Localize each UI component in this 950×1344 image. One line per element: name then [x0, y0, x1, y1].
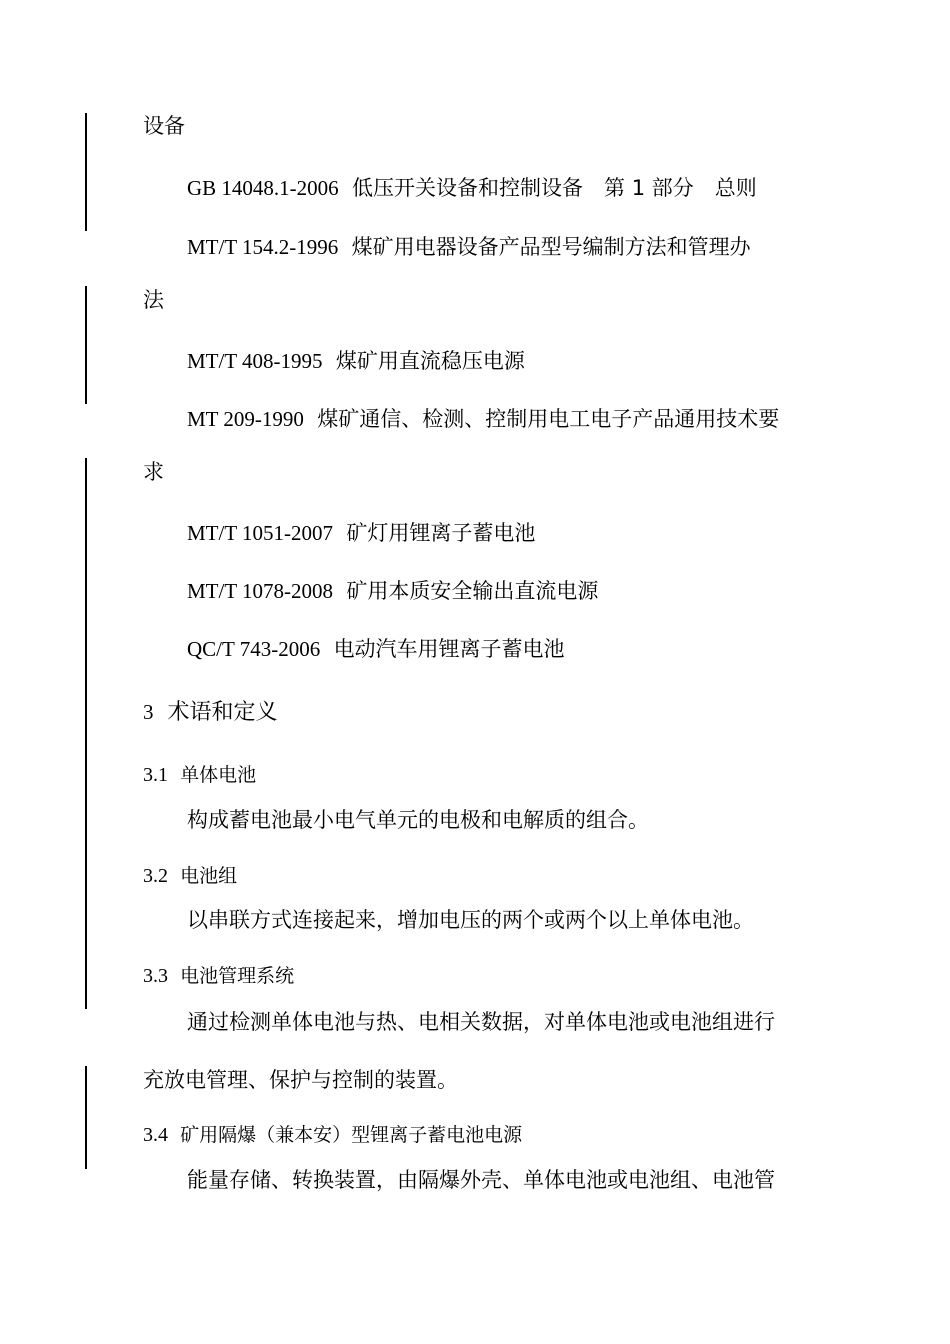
standard-title: 矿用本质安全输出直流电源 [346, 579, 599, 603]
change-bar-4 [85, 1066, 87, 1169]
change-bar-1 [85, 113, 87, 231]
term-heading [143, 761, 256, 789]
standard-code: MT/T 408-1995 [187, 349, 323, 373]
term-heading [143, 962, 294, 990]
change-bar-3 [85, 458, 87, 1009]
standard-code: MT/T 154.2-1996 [187, 235, 339, 259]
term-number: 3.3 [143, 965, 168, 987]
standard-code: GB 14048.1-2006 [187, 176, 339, 200]
reference-line: 法 [143, 288, 164, 312]
term-title: 电池组 [180, 865, 238, 887]
term-number: 3.1 [143, 764, 168, 786]
reference-line [187, 347, 525, 375]
section-heading [143, 698, 278, 727]
term-definition: 以串联方式连接起来，增加电压的两个或两个以上单体电池。 [187, 908, 754, 932]
term-number: 3.4 [143, 1124, 168, 1146]
term-heading [143, 1121, 522, 1149]
standard-title: 煤矿用电器设备产品型号编制方法和管理办 [351, 235, 751, 259]
term-definition-continued: 充放电管理、保护与控制的装置。 [143, 1068, 458, 1092]
standard-title: 煤矿用直流稳压电源 [335, 349, 525, 373]
term-title: 单体电池 [180, 764, 257, 786]
section-number: 3 [143, 700, 154, 724]
standard-code: MT/T 1051-2007 [187, 521, 334, 545]
term-definition: 能量存储、转换装置，由隔爆外壳、单体电池或电池组、电池管 [187, 1168, 775, 1192]
standard-title: 电动汽车用锂离子蓄电池 [333, 637, 565, 661]
standard-title: 矿灯用锂离子蓄电池 [346, 521, 536, 545]
standard-title: 低压开关设备和控制设备 第 1 部分 总则 [352, 176, 757, 200]
reference-line: 设备 [143, 114, 185, 138]
standard-code: QC/T 743-2006 [187, 637, 321, 661]
term-heading [143, 862, 237, 890]
standard-code: MT 209-1990 [187, 407, 304, 431]
standard-code: MT/T 1078-2008 [187, 579, 334, 603]
term-title: 电池管理系统 [180, 965, 295, 987]
reference-line [187, 233, 751, 261]
term-number: 3.2 [143, 865, 168, 887]
reference-line [187, 174, 757, 202]
term-definition: 构成蓄电池最小电气单元的电极和电解质的组合。 [187, 808, 649, 832]
reference-line: 求 [143, 460, 164, 484]
reference-line [187, 519, 535, 547]
reference-line [187, 635, 565, 663]
change-bar-2 [85, 286, 87, 404]
reference-line [187, 405, 779, 433]
section-title: 术语和定义 [167, 700, 278, 725]
term-definition: 通过检测单体电池与热、电相关数据，对单体电池或电池组进行 [187, 1010, 775, 1034]
term-title: 矿用隔爆（兼本安）型锂离子蓄电池电源 [180, 1124, 523, 1146]
reference-line [187, 577, 598, 605]
standard-title: 煤矿通信、检测、控制用电工电子产品通用技术要 [317, 407, 780, 431]
